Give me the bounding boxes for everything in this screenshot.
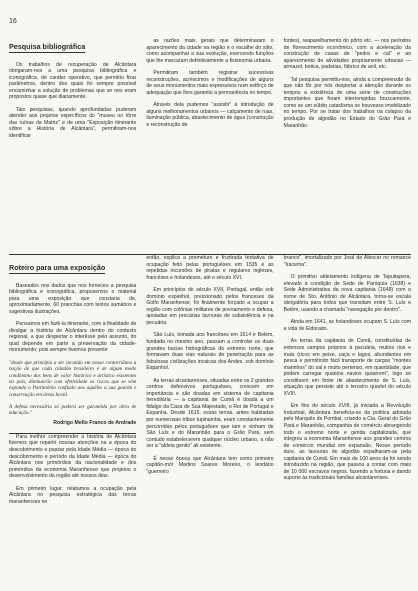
column-3 (284, 255, 411, 511)
paragraph: as razões mais gerais que determinaram o aparecimento da cidade na região e o escalhe do sítio, como acompanhar a sua evolução, exercendo funções que lhe marcaram definitivamente a fisionomia urbana. (146, 38, 274, 64)
paragraph: Pensamos em fazê-la itinerante, com a finalidade de divulgar a história de Alcântara dentro do contexto regional, a que despertar o interêsse pelo assunto, do qual depende em parte a preservação da cidade-monumento; pois sempre tivemos presente (9, 321, 137, 354)
column-3 (284, 38, 411, 146)
paragraph: Em fins do século XVIII, já iniciada a Revolução Industrial, Alcântara beneficia-se da política adotada pelo Marquês de Pombal, criando a Cia. Geral do Grão Pará e Maranhão, companhia de comércio abrangendo todo o extremo norte e gerida capitalizada, que integrou a economia Maranhense aos grandes centros de comércio mundial em expansão. Nesse período dure, as lavouras de algodão espalharam-se pela capitania de Cumã. Em mais de 100 anos da foi sendo introduzido na região, que passou a contar com mais de 10 000 escravos negros, fazendo a fortuna e dando suporte às tradicionais famílias alcantarenses. (283, 403, 411, 482)
section-heading: Pesquisa bibliográfica (9, 42, 86, 51)
paragraph: Ainda em 1641, as holandeses ocupam S. Luís com a vida de Eldorado. (283, 319, 411, 332)
paragraph: Em primeiro lugar, relatamos a ocupação pela Alcântara no pesquisa estratégica das terras maranhenses no (9, 485, 137, 505)
paragraph: então, explica a premeturo e frustrada tentativa de ocupação feito pelas portuguêses em 1535 e as repetidas incursões de piratas e regulares ingleses, francêses e holandeses, até o século XVI. (146, 255, 274, 281)
section-roteiro (9, 254, 411, 585)
paragraph: Em princípios do século XVII, Portugal, então sob domínio espanhol, pressionado pelos franceses da Golfo Maranhense, foi finalmente forçado a ocupar a região com colônias militares de povoamento e defesa, apoiadas em precárias lavouras de subsistência e na pecuária. (146, 287, 274, 326)
paragraph: fontes), reaparelhamento do pôrto etc. — nos períodos de florescimento econômico, com a aceleração da construção de casas de "pedra e cal" e ao aparecimento de atividades propriamente urbanas — armazel, botica, padarias, fábrico de anil, etc. (283, 38, 411, 71)
quote: "desde que principia a ser incutido em nosso contorriânea a noção de que cada cidadão brasileiro é de algum modo condômino dos bens de valor histórico e artístico existentes no país, diminuirão com efetividade os riscos que se vêm expondo o Patrimônio confiado aos aquêles a sua guarda e conservação em áreas hostil. (9, 360, 137, 398)
paragraph: Tal pesquisa permitiu-nos, ainda a compreensão de que não fôr por nós despertar a atenção durante os tempos a existência de uma série de construções importantes que foram interrompidas bruscamente, como se um súbito cataclisma se houvesse imobilizado no tempo. Por se tratar dos trabalhos na colapso da produção de algodão no Estado do Grão Pará e Maranhão. (283, 76, 411, 129)
section-heading: Roteiro para uma exposição (9, 263, 106, 272)
section-pesquisa (9, 38, 411, 258)
paragraph: Permitiram também registrar sucessivas reconstruções, acréscimos e modificações de alguns de seus monumentos mais expressivos num esfôrço de adequação que lhes garantiu a permanência no tempo. (146, 70, 274, 96)
quote-author: Rodrigo Mello Franco de Andrade (53, 420, 137, 427)
paragraph: As terras alcantarenses, situadas entre os 2 grandes centros defensivos portuguêses, crescem em importância e são doadas em sistema de capitania hereditária — a capitania de Cumã é doada a um fidalgo da Casa de Sua Majestade, o Rei de Portugal e Espanha. Desde 1615, essas terras, antes habitadas por numerosas tribos tupinambá, eram constantemente percorridas pelos portuguêses que iam e vinham de São Luís e do Maranhão para o Grão Pará, sem contudo estabelecerem qualquer núcleo urbano, a não ser a "aldeia gentio" ali existente. (146, 377, 274, 450)
paragraph: É nesse êpoca que Alcântara tem como primeiro capitão-mór Martins Soares Moreno, o lendário "guerreiro (146, 455, 274, 475)
paragraph: O primitivo aldeiamento indígena de Tapuitapera, elevado à condição de Sede de Paróquia (1638) e Sede Administrativa da nova capitania (1648) com o nome de Sto. Antônio de Alcântara, torna-se escala obrigatória para todos que transitam entre S. Luís e Belém, usando a chamada "navegação por dentro". (283, 274, 411, 313)
column-1 (9, 38, 136, 146)
column-1 (9, 255, 136, 511)
column-2 (146, 38, 273, 146)
paragraph: Os trabalhos de recuperação de Alcântara obrigaram-nos a uma pesquisa bibliográfica e iconográfica, de caráter operativo, que permitiu fixar parâmetros, dentro dos quais foi sempre possível encaminhar a solução de problemas que se nos eram propostos quase que diariamente. (9, 61, 137, 101)
quote-continuation: A defesa necessária só poderá ser garantida por obra de educação." (9, 403, 137, 417)
column-2 (146, 255, 273, 511)
paragraph: São Luís, tomada aos francêses em 1614 e Belém, fundada no mesmo ano, passam a controlar os duas grandes bacias hidrográficas do extremo norte, que formavam duas vias naturais de penetração para as fabulosas civilizações incaicas dos Andes, sob domínio Espanhol. (146, 332, 274, 372)
page-number: 16 (9, 18, 17, 25)
paragraph: branco", imortalizado por José de Alencar no romance "Iracema". (283, 255, 411, 268)
paragraph: Baseados nos dados que nos forneceu a pesquisa bibliográfica e iconográfica, propusemos o material para uma exposição que constaria de, aproximadamente, 60 pranchas com textos sumários e sugestivas ilustrações. (9, 282, 137, 315)
paragraph: As terras da capitania de Cumã, constituídas de extensos campos próprios à pecuária, muitos rios e mais (ricos em peixe, caça e lagos, abundantes em pesca e permitindo fácil transporte de cargas "montes marinhos" do sal e muito pertenso, em quantidade, que podem carregar quantos navios quiserem", logo se constituem em fonte de abastecimento de S. Luís, situação que persiste até o terceiro quartel do século XVIII. (283, 338, 411, 397)
paragraph: Para melhor compreender a história de Alcântara fizemos que repartir nossas atenções na a época do descobrimento e passar pela Idade Média — época do descobrimento e período da Idade Média — época do Alcântara nos primórdios da nacionalidade e dos primórdios da economia Maranhense que projetou o desenvolvimento da região até nossos dias. (9, 433, 137, 480)
paragraph: Tais pesquisas, quando aprofundadas puderam atender aos projetos específicos do "museu no tôrre das ruínas da Matriz" e de uma "Exposição itinerante sôbre a História de Alcântara", permitiram-nos identificar (9, 106, 137, 140)
paragraph: Através dela pudemos "assistir" à introdução de alguns melhoramentos urbanos — calçamento de ruas, iluminação pública, abastecimento de água (construção e reconstrução de (146, 102, 274, 129)
